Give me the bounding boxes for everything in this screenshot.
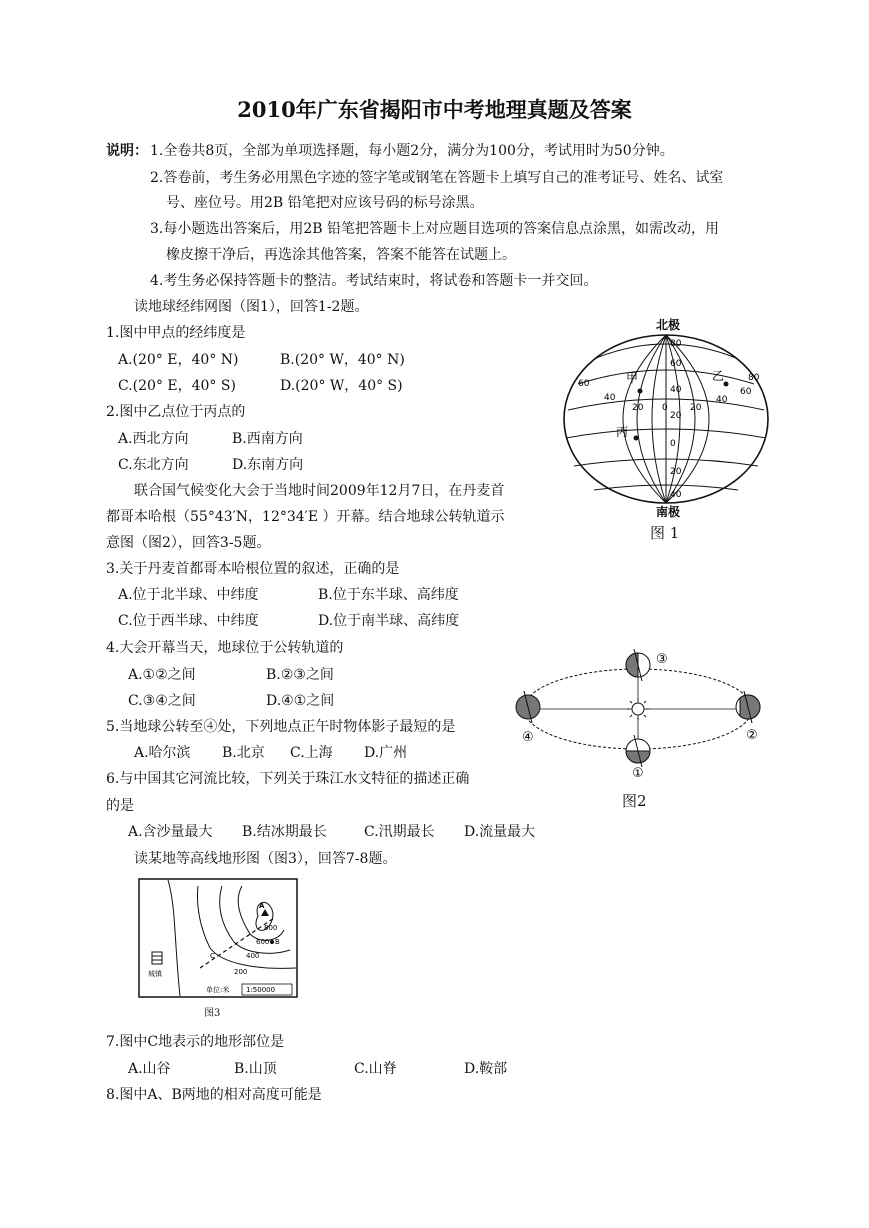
earth-icon: [736, 691, 760, 723]
lon-label: 60: [578, 379, 590, 389]
orbit-position-label: ①: [632, 766, 644, 779]
question-stem: 4.大会开幕当天，地球位于公转轨道的: [106, 640, 344, 656]
question-stem: 8.图中A、B两地的相对高度可能是: [106, 1087, 322, 1103]
option: B.北京: [222, 745, 265, 761]
town-icon: [152, 952, 162, 964]
point-jia-label: 甲: [626, 371, 639, 385]
point-bing-marker: [634, 436, 639, 441]
option: B.位于东半球、高纬度: [318, 587, 459, 603]
lat-label: 60: [670, 359, 682, 369]
earth-icon: [626, 649, 650, 681]
contour-label: 200: [234, 968, 248, 976]
orbit-position-label: ②: [746, 728, 758, 743]
point-yi-marker: [724, 382, 729, 387]
lat-label: 80: [670, 339, 682, 349]
town-label: 城镇: [148, 970, 162, 978]
option: B.结冰期最长: [242, 824, 327, 840]
question-stem: 1.图中甲点的经纬度是: [106, 325, 246, 341]
instructions-label: 说明：: [106, 143, 148, 159]
question-stem: 6.与中国其它河流比较，下列关于珠江水文特征的描述正确: [106, 771, 470, 787]
instruction-item: 橡皮擦干净后，再选涂其他答案，答案不能答在试题上。: [166, 247, 516, 263]
point-c-label: C: [210, 952, 215, 960]
lat-label: 20: [670, 467, 682, 477]
earth-icon: [516, 691, 540, 723]
option: C.汛期最长: [364, 824, 435, 840]
instruction-item: 2.答卷前，考生务必用黑色字迹的签字笔或钢笔在答题卡上填写自己的准考证号、姓名、试室: [150, 170, 724, 186]
option: C.(20° E，40° S): [118, 378, 236, 394]
figure-3-caption: 图3: [204, 1008, 221, 1019]
scale-label: 1:50000: [246, 986, 276, 994]
lon-label: 60: [740, 387, 752, 397]
unit-label: 单位:米: [206, 986, 230, 994]
option: A.①②之间: [128, 667, 196, 683]
north-pole-label: 北极: [655, 318, 681, 332]
option: D.广州: [364, 745, 408, 761]
question-stem: 7.图中C地表示的地形部位是: [106, 1034, 285, 1050]
question-stem: 2.图中乙点位于丙点的: [106, 404, 246, 420]
option: A.西北方向: [118, 431, 189, 447]
instruction-item: 4.考生务必保持答题卡的整洁。考试结束时，将试卷和答题卡一并交回。: [150, 273, 598, 289]
south-pole-label: 南极: [655, 505, 681, 519]
earth-icon: [626, 735, 650, 767]
option: D.④①之间: [266, 693, 335, 709]
intro-text: 意图（图2），回答3-5题。: [106, 535, 271, 551]
intro-text: 都哥本哈根（55°43′N，12°34′E ）开幕。结合地球公转轨道示: [106, 509, 505, 525]
contour-label: 800: [264, 924, 278, 932]
instruction-item: 号、座位号。用2B 铅笔把对应该号码的标号涂黑。: [166, 195, 484, 211]
intro-text: 读某地等高线地形图（图3），回答7-8题。: [134, 851, 397, 867]
option: C.上海: [290, 745, 333, 761]
option: C.东北方向: [118, 457, 189, 473]
point-b-label: B: [275, 938, 280, 946]
lon-label: 40: [604, 393, 616, 403]
option: B.②③之间: [266, 667, 334, 683]
option: D.位于南半球、高纬度: [318, 613, 460, 629]
orbit-position-label: ④: [522, 730, 534, 745]
instruction-item: 3.每小题选出答案后，用2B 铅笔把答题卡上对应题目选项的答案信息点涂黑，如需改动，用: [150, 221, 720, 237]
point-a-label: A: [259, 902, 265, 910]
point-yi-label: 乙: [712, 369, 725, 383]
option: C.③④之间: [128, 693, 196, 709]
option: B.(20° W，40° N): [280, 352, 405, 368]
lon-label: 0: [662, 403, 668, 413]
option: D.东南方向: [232, 457, 304, 473]
point-jia-marker: [638, 389, 643, 394]
page-title: 2010年广东省揭阳市中考地理真题及答案: [237, 97, 632, 122]
option: C.山脊: [354, 1061, 397, 1077]
option: D.鞍部: [464, 1061, 508, 1077]
option: A.含沙量最大: [128, 824, 213, 840]
lon-label: 40: [716, 395, 728, 405]
option: A.哈尔滨: [134, 745, 191, 761]
contour-label: 400: [246, 952, 260, 960]
contour-label: 600: [256, 938, 270, 946]
option: A.山谷: [128, 1061, 171, 1077]
lon-label: 80: [748, 373, 760, 383]
intro-text: 联合国气候变化大会于当地时间2009年12月7日，在丹麦首: [134, 483, 505, 499]
lat-label: 0: [670, 439, 676, 449]
option: A.位于北半球、中纬度: [118, 587, 259, 603]
figure-1-caption: 图 1: [650, 524, 680, 542]
figure-2-caption: 图2: [622, 792, 647, 810]
option: C.位于西半球、中纬度: [118, 613, 259, 629]
lon-label: 20: [632, 403, 644, 413]
question-stem: 的是: [106, 798, 134, 814]
question-stem: 5.当地球公转至④处，下列地点正午时物体影子最短的是: [106, 719, 456, 735]
figure-3-contour-map: [138, 878, 298, 998]
lat-label: 20: [670, 411, 682, 421]
orbit-position-label: ③: [656, 652, 668, 667]
question-stem: 3.关于丹麦首都哥本哈根位置的叙述，正确的是: [106, 561, 400, 577]
point-bing-label: 丙: [616, 425, 629, 439]
lat-label: 40: [670, 490, 682, 500]
figure-2-orbit: [510, 643, 776, 779]
option: D.流量最大: [464, 824, 536, 840]
option: A.(20° E，40° N): [118, 352, 239, 368]
figure-1-globe: [556, 314, 778, 520]
option: B.山顶: [234, 1061, 277, 1077]
intro-text: 读地球经纬网图（图1），回答1-2题。: [134, 299, 369, 315]
point-b-marker: [270, 940, 274, 944]
option: B.西南方向: [232, 431, 303, 447]
lon-label: 20: [690, 403, 702, 413]
instruction-item: 1.全卷共8页，全部为单项选择题，每小题2分，满分为100分，考试用时为50分钟。: [150, 143, 674, 159]
lat-label: 40: [670, 385, 682, 395]
option: D.(20° W，40° S): [280, 378, 403, 394]
